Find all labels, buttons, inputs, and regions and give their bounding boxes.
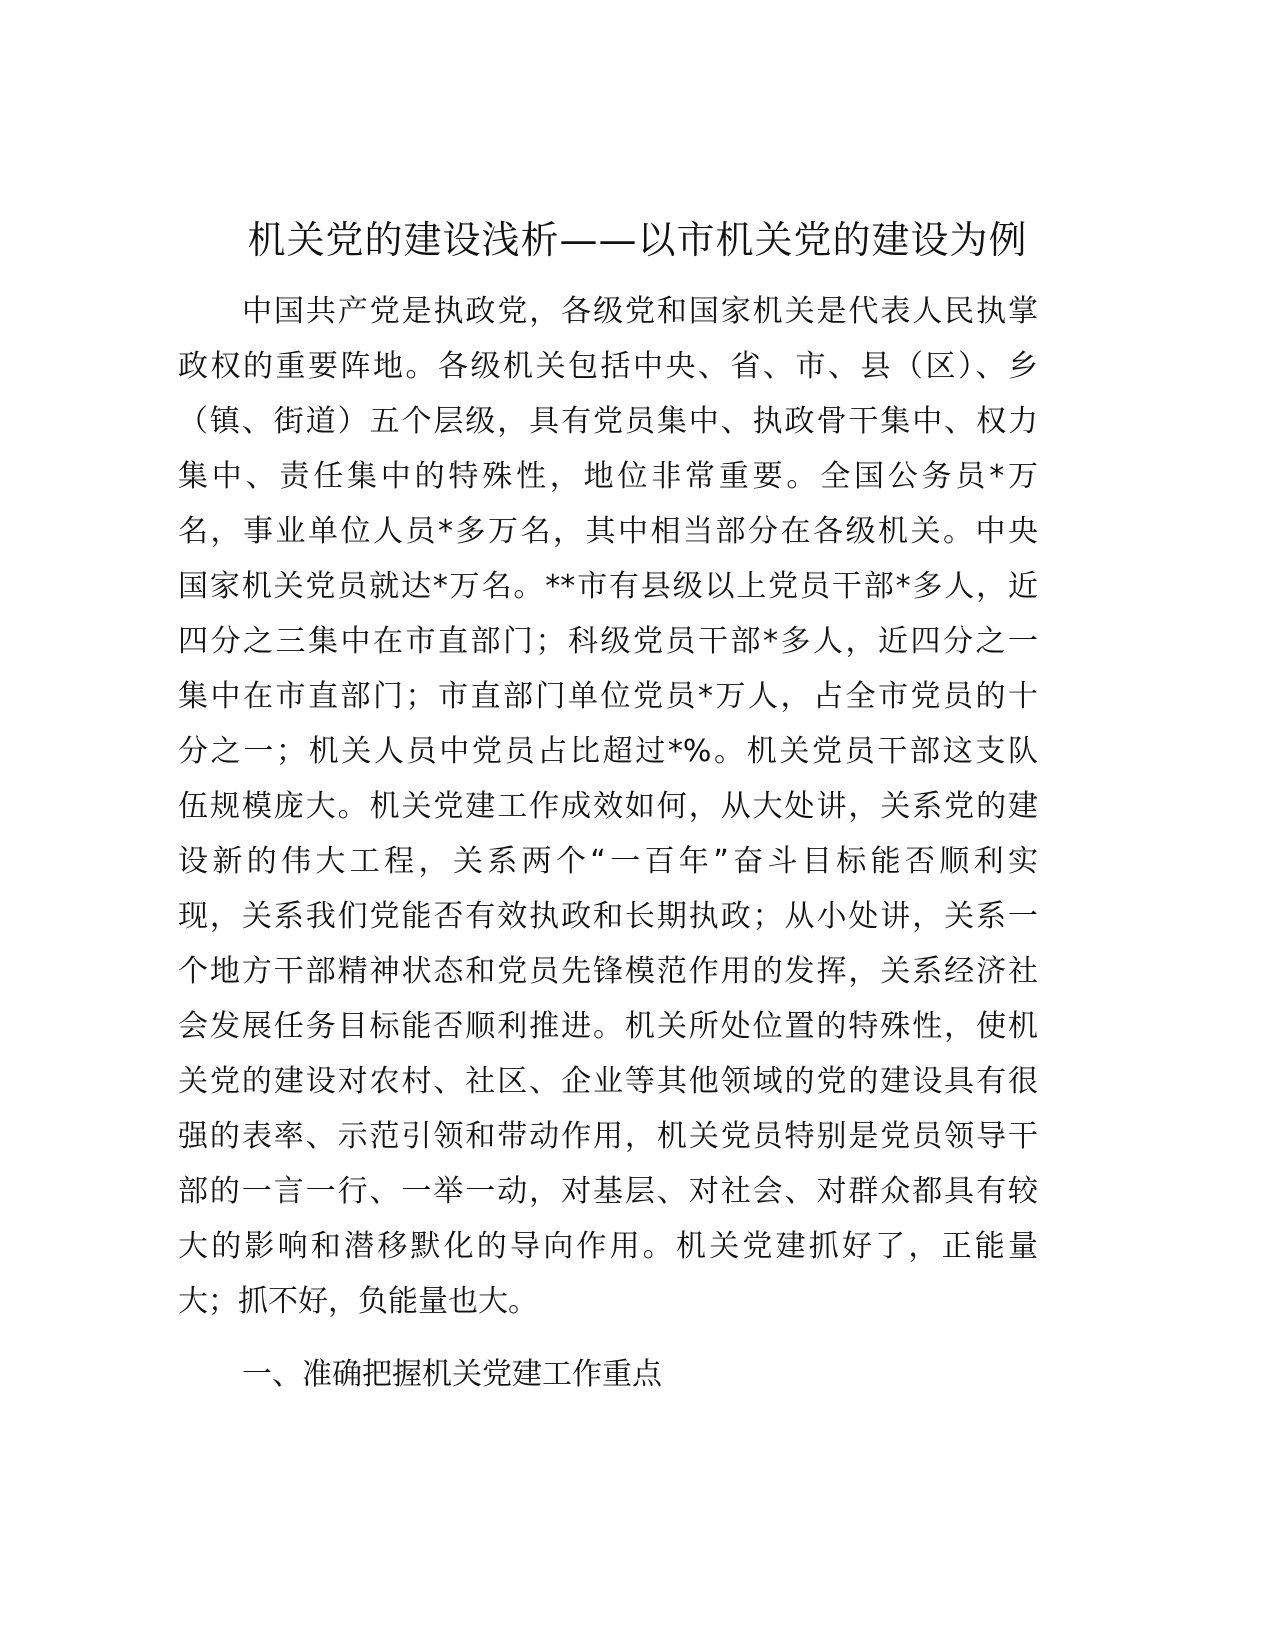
paragraph-line: 名，事业单位人员*多万名，其中相当部分在各级机关。中央: [178, 514, 1038, 549]
paragraph-line: 设新的伟大工程，关系两个“一百年”奋斗目标能否顺利实: [178, 844, 1038, 879]
intro-paragraph: [178, 284, 1038, 1329]
paragraph-line: 集中在市直部门；市直部门单位党员*万人，占全市党员的十: [178, 679, 1038, 714]
paragraph-line: 现，关系我们党能否有效执政和长期执政；从小处讲，关系一: [178, 899, 1038, 934]
paragraph-line: 国家机关党员就达*万名。**市有县级以上党员干部*多人，近: [178, 569, 1038, 604]
paragraph-line: 伍规模庞大。机关党建工作成效如何，从大处讲，关系党的建: [178, 789, 1038, 824]
paragraph-line: （镇、街道）五个层级，具有党员集中、执政骨干集中、权力: [178, 404, 1038, 439]
paragraph-line: 集中、责任集中的特殊性，地位非常重要。全国公务员*万: [178, 459, 1038, 494]
paragraph-line: 分之一；机关人员中党员占比超过*%。机关党员干部这支队: [178, 734, 1038, 769]
paragraph-line: 关党的建设对农村、社区、企业等其他领域的党的建设具有很: [178, 1064, 1038, 1099]
paragraph-line: 中国共产党是执政党，各级党和国家机关是代表人民执掌: [242, 294, 1038, 329]
paragraph-line: 个地方干部精神状态和党员先锋模范作用的发挥，关系经济社: [178, 954, 1038, 989]
paragraph-line: 大；抓不好，负能量也大。: [178, 1284, 538, 1319]
document-title: 机关党的建设浅析——以市机关党的建设为例: [247, 218, 1028, 262]
section-heading: 一、准确把握机关党建工作重点: [242, 1357, 662, 1392]
paragraph-line: 四分之三集中在市直部门；科级党员干部*多人，近四分之一: [178, 624, 1038, 659]
paragraph-line: 强的表率、示范引领和带动作用，机关党员特别是党员领导干: [178, 1119, 1038, 1154]
paragraph-line: 部的一言一行、一举一动，对基层、对社会、对群众都具有较: [178, 1174, 1038, 1209]
paragraph-line: 大的影响和潜移默化的导向作用。机关党建抓好了，正能量: [178, 1229, 1038, 1264]
paragraph-line: 政权的重要阵地。各级机关包括中央、省、市、县（区）、乡: [178, 349, 1038, 384]
paragraph-line: 会发展任务目标能否顺利推进。机关所处位置的特殊性，使机: [178, 1009, 1038, 1044]
